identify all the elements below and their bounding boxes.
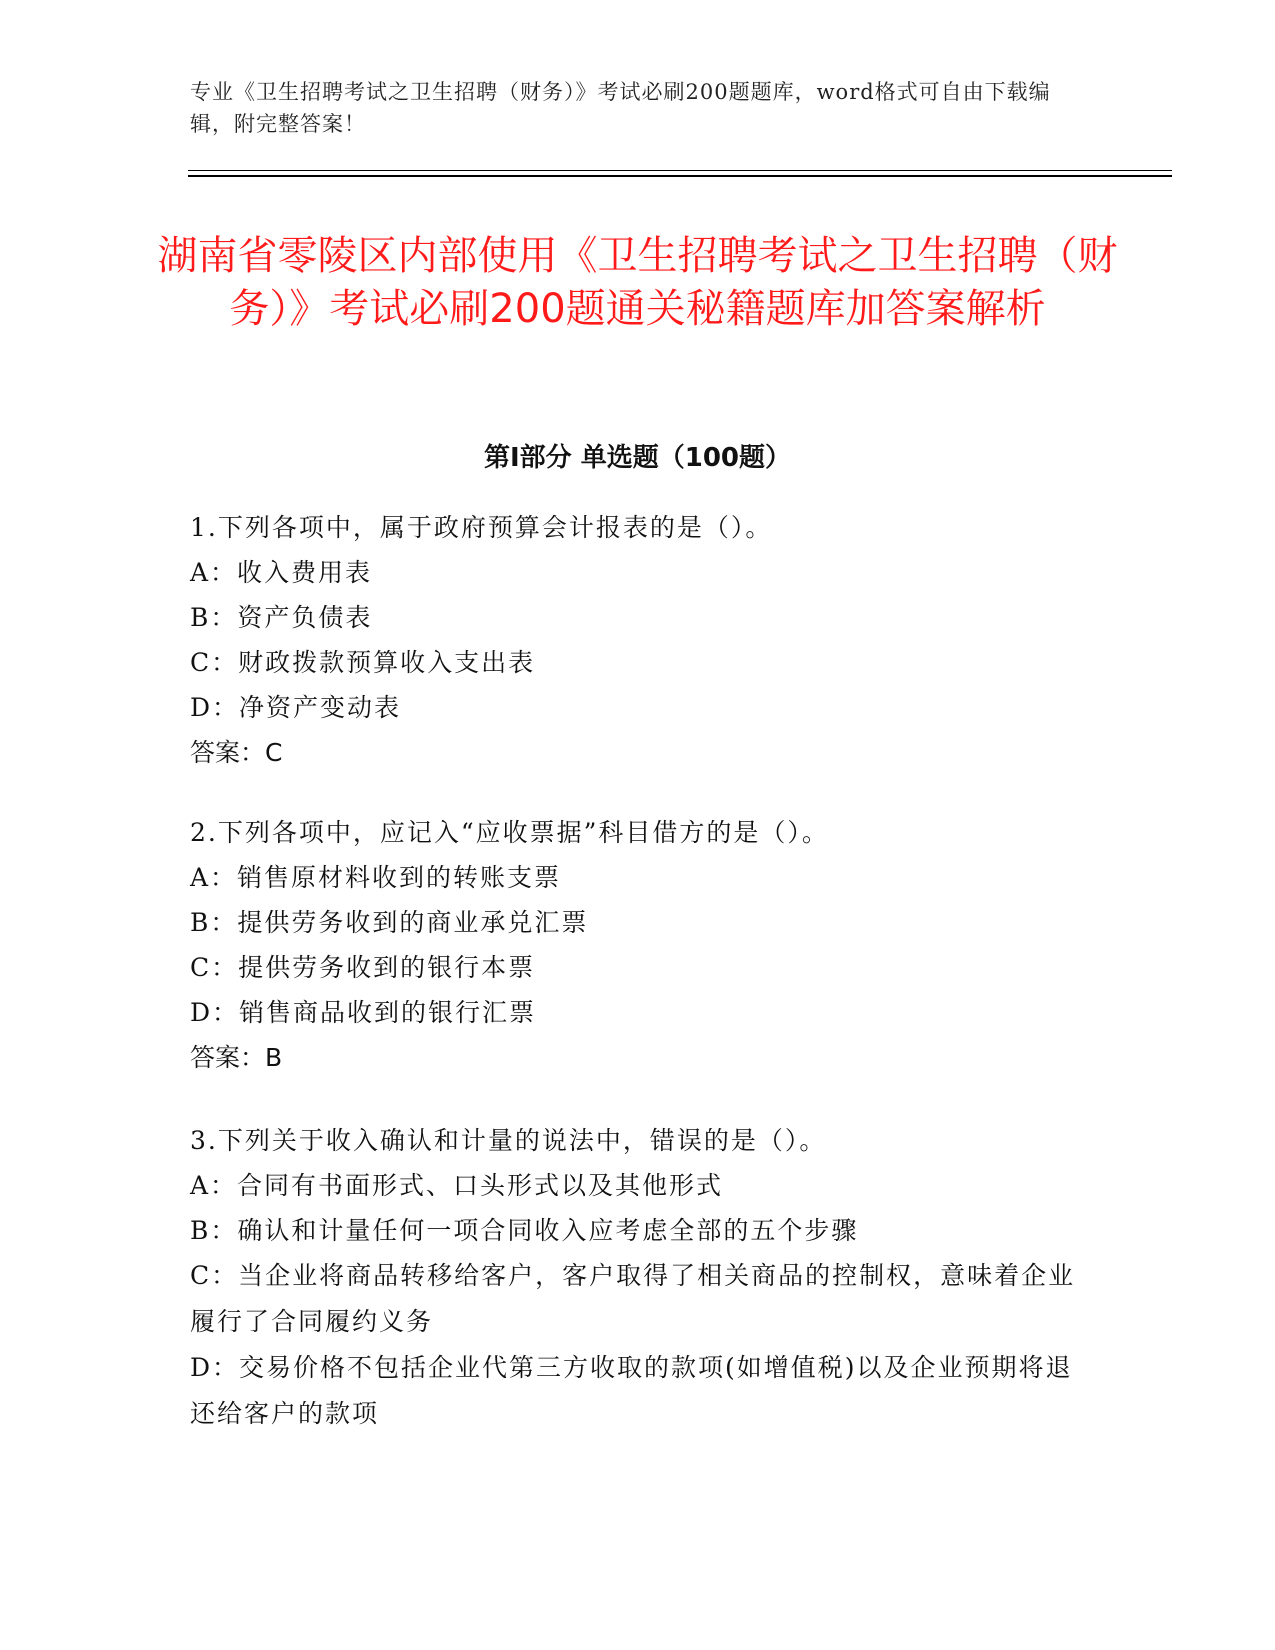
question-2 — [190, 810, 1090, 1081]
option-a: A：收入费用表 — [190, 558, 373, 587]
option-d: D：交易价格不包括企业代第三方收取的款项(如增值税)以及企业预期将退还给客户的款项 — [190, 1353, 1073, 1428]
question-1 — [190, 505, 1090, 776]
section-title: 第Ⅰ部分 单选题（100题） — [484, 443, 791, 473]
option-b: B：确认和计量任何一项合同收入应考虑全部的五个步骤 — [190, 1216, 859, 1245]
answer: 答案：B — [190, 1043, 283, 1072]
header-note: 专业《卫生招聘考试之卫生招聘（财务）》考试必刷200题题库，word格式可自由下载编辑，附完整答案！ — [190, 80, 1051, 136]
question-stem: 2.下列各项中，应记入“应收票据”科目借方的是（）。 — [190, 818, 829, 847]
option-b: B：提供劳务收到的商业承兑汇票 — [190, 908, 589, 937]
header-divider-thin — [188, 170, 1172, 171]
option-c: C：财政拨款预算收入支出表 — [190, 648, 536, 677]
option-d: D：净资产变动表 — [190, 693, 402, 722]
option-b: B：资产负债表 — [190, 603, 373, 632]
option-c: C：当企业将商品转移给客户，客户取得了相关商品的控制权，意味着企业履行了合同履约义务 — [190, 1261, 1076, 1336]
option-a: A：销售原材料收到的转账支票 — [190, 863, 562, 892]
option-a: A：合同有书面形式、口头形式以及其他形式 — [190, 1171, 724, 1200]
question-stem: 1.下列各项中，属于政府预算会计报表的是（）。 — [190, 513, 773, 542]
option-d: D：销售商品收到的银行汇票 — [190, 998, 537, 1027]
question-stem: 3.下列关于收入确认和计量的说法中，错误的是（）。 — [190, 1126, 827, 1155]
question-3 — [190, 1118, 1090, 1437]
document-title: 湖南省零陵区内部使用《卫生招聘考试之卫生招聘（财务）》考试必刷200题通关秘籍题库加答案解析 — [157, 233, 1118, 332]
header-divider-thick — [188, 175, 1172, 177]
answer: 答案：C — [190, 738, 283, 767]
option-c: C：提供劳务收到的银行本票 — [190, 953, 536, 982]
